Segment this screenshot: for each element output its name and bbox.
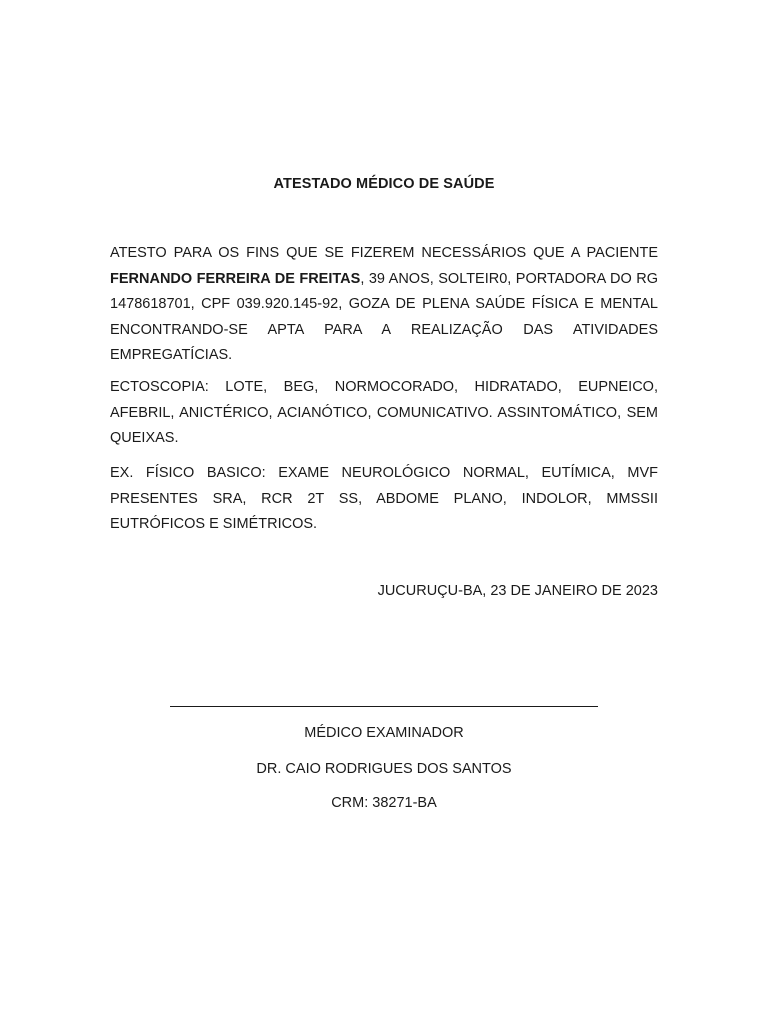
doctor-name: DR. CAIO RODRIGUES DOS SANTOS [256,761,512,777]
patient-name: FERNANDO FERREIRA DE FREITAS [110,270,361,287]
doctor-crm: CRM: 38271-BA [331,795,437,811]
ectoscopy-paragraph [110,375,658,452]
attestation-text-start: ATESTO PARA OS FINS QUE SE FIZEREM NECESSÁRIOS QUE A PACIENTE [110,245,658,261]
signature-role: MÉDICO EXAMINADOR [304,725,464,741]
signature-line [170,706,598,707]
physical-exam-paragraph [110,461,658,538]
attestation-paragraph [110,241,658,369]
document-title: ATESTADO MÉDICO DE SAÚDE [273,176,495,192]
physical-exam-text: EX. FÍSICO BASICO: EXAME NEUROLÓGICO NORMAL, EUTÍMICA, MVF PRESENTES SRA, RCR 2T SS, ABDOME PLANO, INDOLOR, MMSSII EUTRÓFICOS E SIMÉTRICOS. [110,465,658,532]
ectoscopy-text: ECTOSCOPIA: LOTE, BEG, NORMOCORADO, HIDRATADO, EUPNEICO, AFEBRIL, ANICTÉRICO, ACIANÓTICO, COMUNICATIVO. ASSINTOMÁTICO, SEM QUEIXAS. [110,379,658,446]
attestation-text-end: , 39 ANOS, SOLTEIR0, PORTADORA DO RG 1478618701, CPF 039.920.145-92, GOZA DE PLENA SAÚDE FÍSICA E MENTAL ENCONTRANDO-SE APTA PARA A REALIZAÇÃO DAS ATIVIDADES EMPREGATÍCIAS. [110,270,658,363]
place-date: JUCURUÇU-BA, 23 DE JANEIRO DE 2023 [377,583,658,599]
